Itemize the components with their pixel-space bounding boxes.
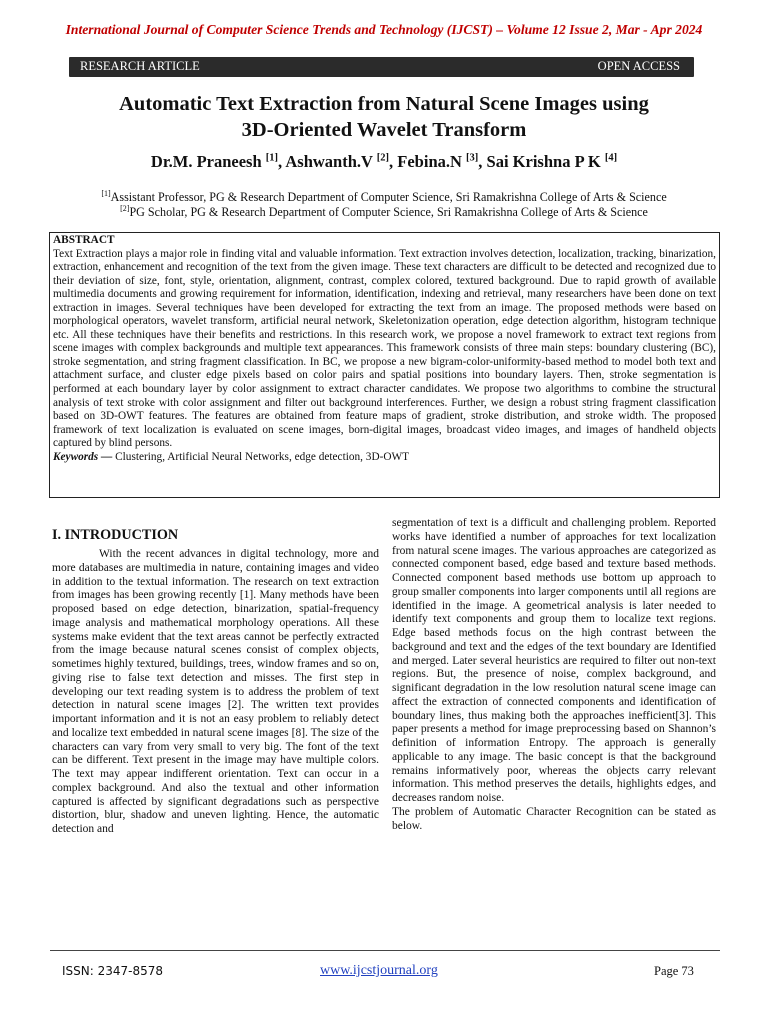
abstract-body: Text Extraction plays a major role in finding vital and valuable information. Text extraction involves detection, localization, tracking, binarization, extraction, enhancement and recognition of the text from the given image. These text characters are difficult to be detected and recognized due to their deviation of size, font, style, orientation, alignment, contrast, complex colored, textured background. Due to rapid growth of available multimedia documents and growing requirement for information, identification, indexing and retrieval, many researchers have been done on text extraction in images. Several techniques have been developed for extracting the text from an image. The proposed methods were based on morphological operators, wavelet transform, artificial neural network, Skeletonization operation, edge detection algorithm, histogram technique etc. All these techniques have their benefits and restrictions. In this research work, we propose a novel framework to extract text regions from scene images with complex backgrounds and multiple text appearances. This framework consists of three main steps: boundary clustering (BC), stroke segmentation, and string fragment classification. In BC, we propose a new bigram-color-uniformity-based method to model both text and attachment surface, and cluster edge pixels based on color pairs and spatial positions into boundary layers. Then, stroke segmentation is performed at each boundary layer by color assignment to extract character candidates. We propose two algorithms to combine the structural analysis of text stroke with color assignment and filter out background interferences. Further, we design a robust string fragment classification based on 3D-OWT features. The features are obtained from feature maps of gradient, stroke distribution, and stroke width. The proposed framework of text localization is evaluated on scene images, born-digital images, broadcast video images, and images of handheld objects captured by blind persons. (53, 247, 716, 450)
intro-right-paragraph-1: segmentation of text is a difficult and challenging problem. Reported works have identified a number of approaches for text localization from natural scene images. The various approaches are categorized as connected component based, edge based and texture based methods. Connected component based methods use bottom up approach to group smaller components into larger components until all regions are identified in the image. A geometrical analysis is later needed to identify text components and group them to localize text regions. Edge based methods focus on the high contrast between the background and text and the edges of the text boundary are Identified and merged. Later several heuristics are required to filter out non-text regions. But, the presence of noise, complex background, and significant degradation in the low resolution natural scene image can affect the extraction of connected components and identification of boundary lines, thus making both the approaches inefficient[3]. This paper presents a method for image preprocessing based on Shannon’s definition of information Entropy. The approach is generally applicable to any image. The basic concept is that the background remains informatively poor, whereas the objects carry relevant information. This method preserves the details, highlights edges, and decreases random noise. (392, 517, 716, 804)
abstract-box (49, 232, 720, 498)
open-access-label: OPEN ACCESS (597, 59, 680, 73)
keywords-line (53, 451, 716, 465)
title-line-1: Automatic Text Extraction from Natural Scene Images using (119, 93, 649, 115)
author-name: Febina.N (397, 152, 467, 171)
author-list (0, 152, 768, 172)
author-name: Dr.M. Praneesh (150, 152, 266, 171)
author-name: Ashwanth.V (285, 152, 377, 171)
author-mark: [1] (265, 152, 279, 164)
title-line-2: 3D-Oriented Wavelet Transform (241, 119, 527, 141)
article-banner (69, 57, 694, 77)
intro-right-paragraph-2: The problem of Automatic Character Recognition can be stated as below. (392, 805, 716, 832)
affiliation-mark: [1] (101, 189, 111, 198)
affiliation-text: Assistant Professor, PG & Research Department of Computer Science, Sri Ramakrishna College of Arts & Science (110, 190, 667, 205)
footer-page-number: Page 73 (654, 964, 694, 978)
author-mark: [4] (604, 152, 618, 164)
keywords-text: Clustering, Artificial Neural Networks, edge detection, 3D-OWT (112, 450, 410, 463)
footer-journal-link[interactable]: www.ijcstjournal.org (320, 963, 438, 978)
journal-header: International Journal of Computer Science Trends and Technology (IJCST) – Volume 12 Issue 2, Mar - Apr 2024 (65, 22, 703, 37)
abstract-heading: ABSTRACT (53, 234, 115, 246)
section-heading-introduction: I. INTRODUCTION (52, 527, 179, 543)
author-mark: [2] (376, 152, 390, 164)
author-separator: , (478, 152, 487, 171)
research-article-label: RESEARCH ARTICLE (80, 59, 200, 73)
intro-right-column (392, 517, 716, 833)
affiliation-2 (0, 204, 768, 220)
paper-title (0, 91, 768, 143)
footer-issn: ISSN: 2347-8578 (62, 964, 164, 978)
author-mark: [3] (466, 152, 479, 164)
author-separator: , (389, 152, 398, 171)
affiliation-mark: [2] (120, 204, 130, 213)
affiliation-text: PG Scholar, PG & Research Department of Computer Science, Sri Ramakrishna College of Arts & Science (129, 205, 648, 220)
keywords-label: Keywords — (53, 450, 113, 463)
intro-left-column: With the recent advances in digital technology, more and more databases are multimedia in nature, containing images and video in addition to the textual information. The research on text extraction from images has been growing recently [1]. Many methods have been proposed based on edge detection, binarization, spatial-frequency image analysis and mathematical morphology operations. All these systems make evident that the text areas cannot be perfectly extracted from the image because natural scenes consist of complex objects, sometimes highly textured, buildings, trees, window frames and so on, giving rise to false text detection and misses. The first step in developing our text reading system is to address the problem of text detection in natural scene images [2]. The written text provides important information and it is not an easy problem to reliably detect and localize text embedded in natural scene images [8]. The size of the characters can vary from very small to very big. The font of the text can be different. Text present in the image may have multiple colors. The text may appear indifferent orientation. Text can occur in a complex background. And also the textual and other information captured is affected by significant degradations such as perspective distortion, blur, shadow and uneven lighting. Hence, the automatic detection and (52, 548, 379, 835)
author-name: Sai Krishna P K (486, 152, 605, 171)
affiliation-1 (0, 189, 768, 205)
author-separator: , (278, 152, 286, 171)
footer-divider (50, 950, 720, 951)
